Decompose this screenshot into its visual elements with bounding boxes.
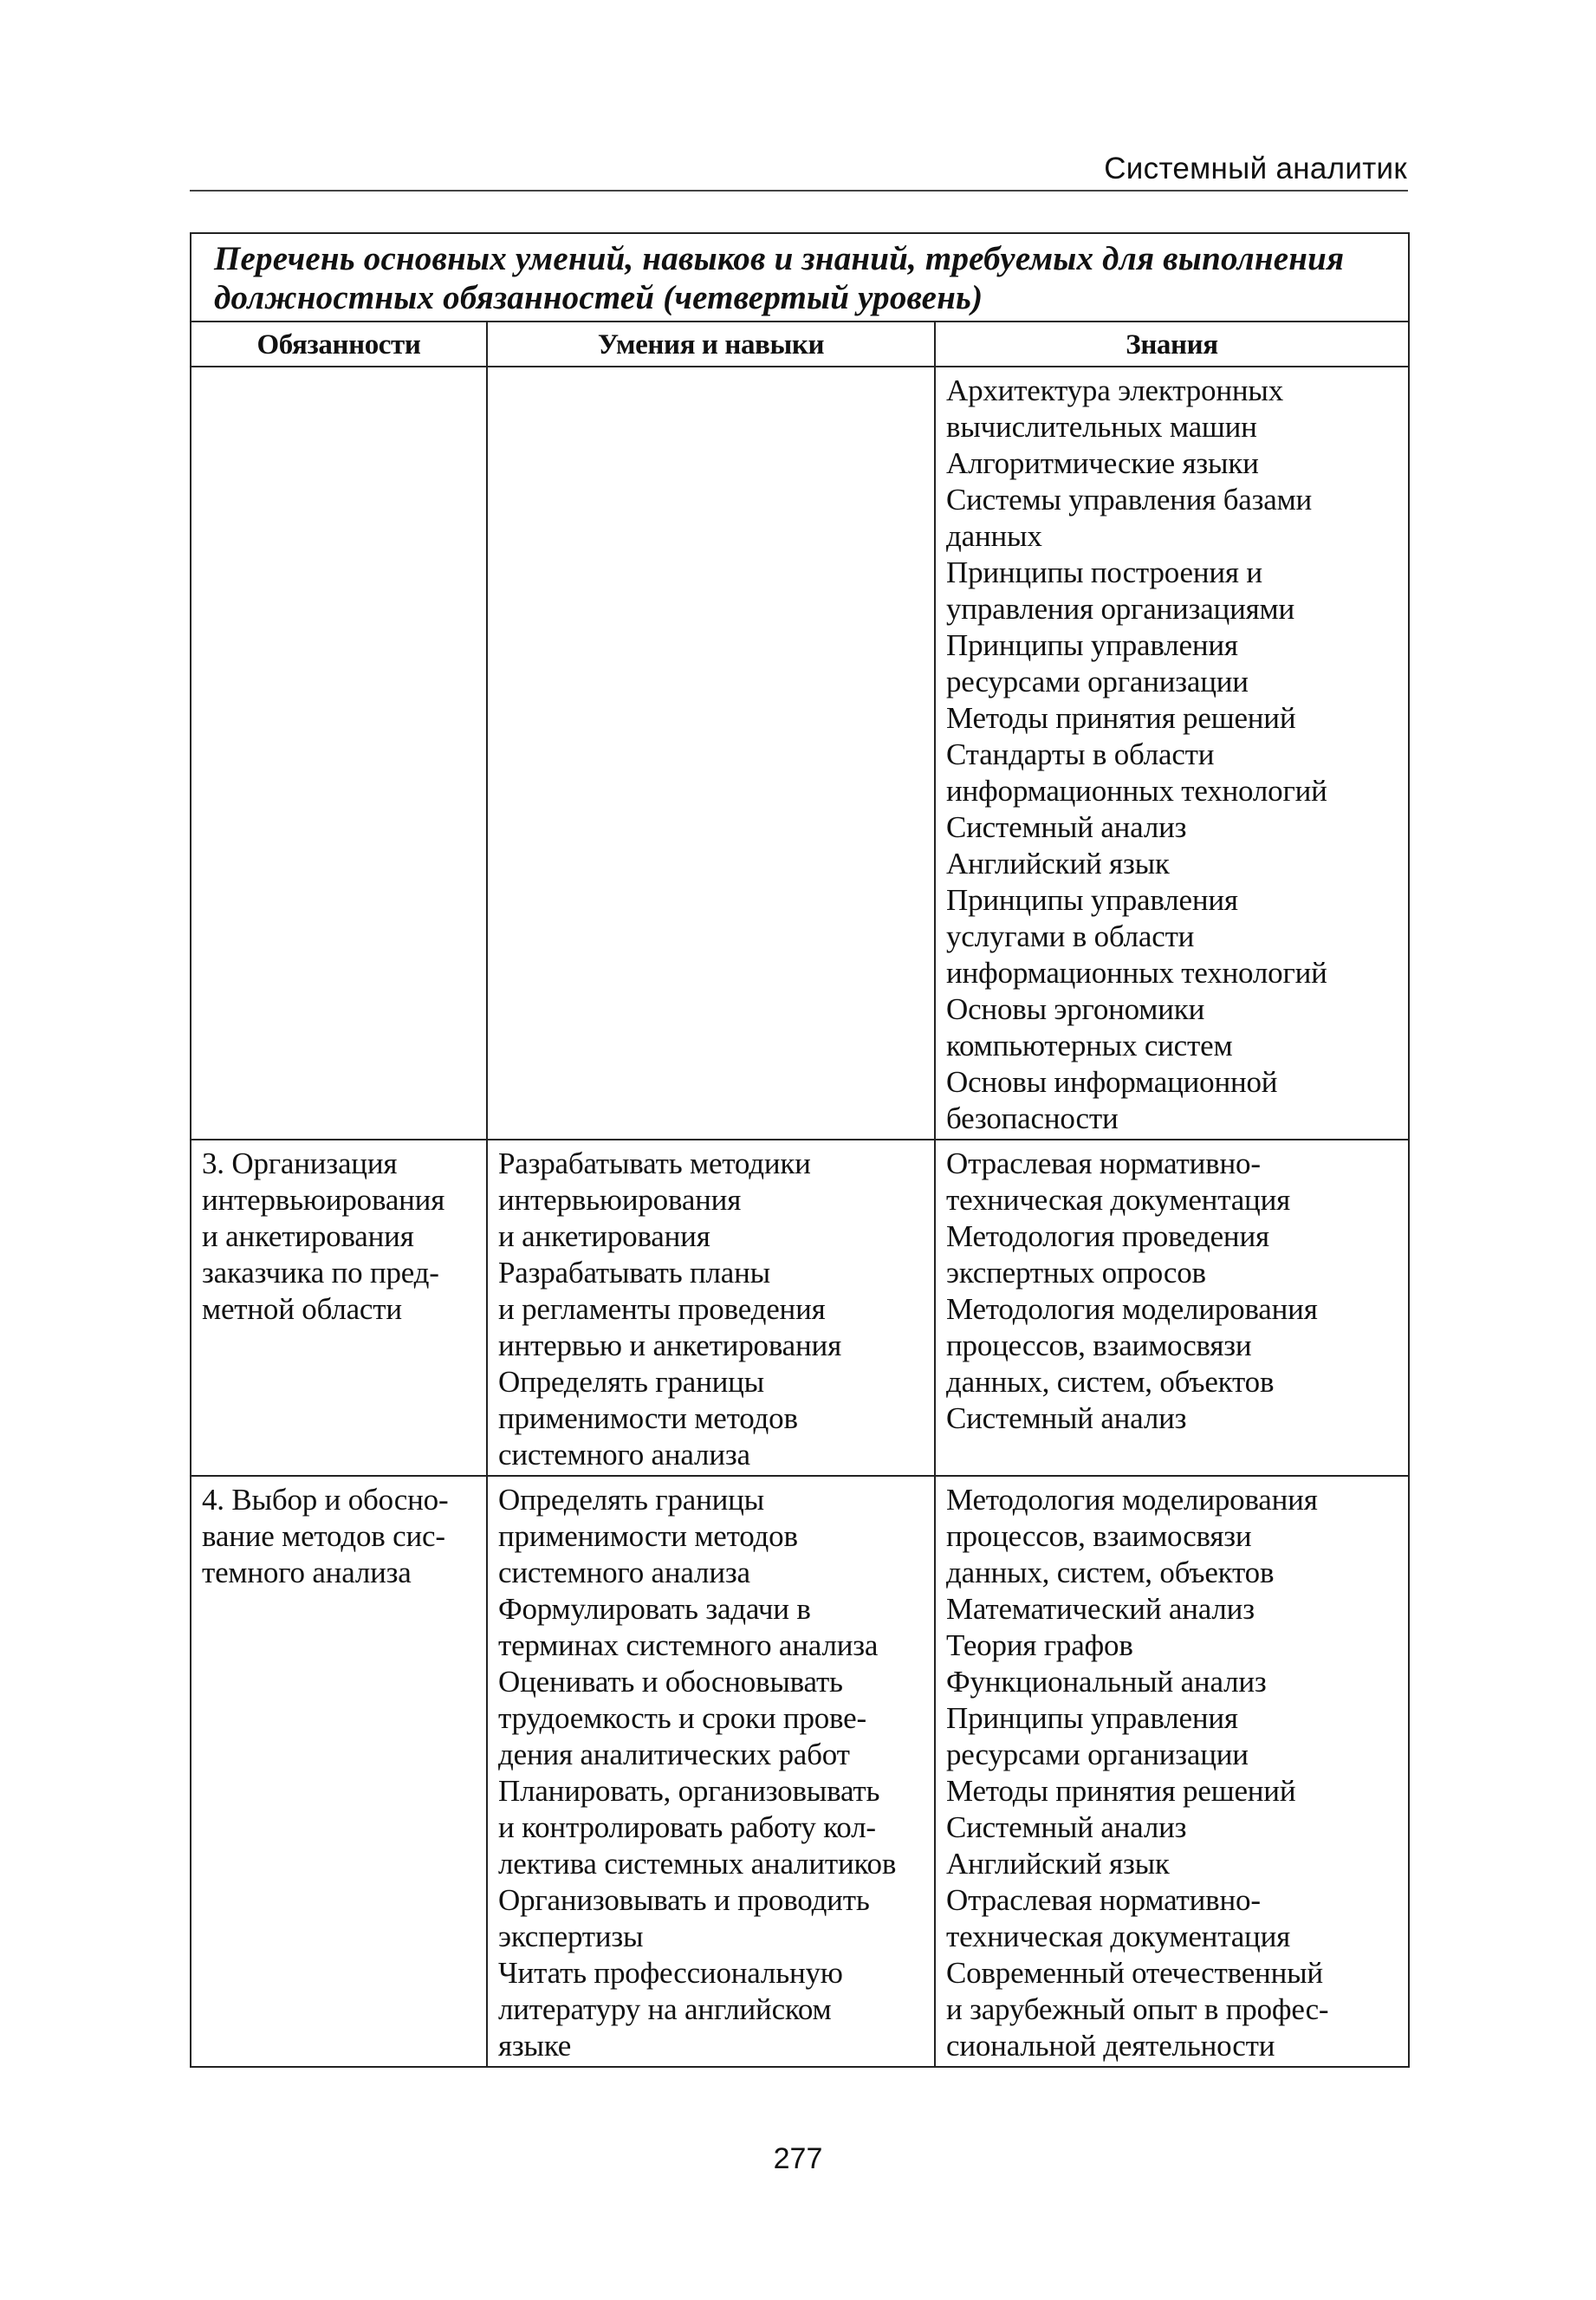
cell-line: данных, систем, объектов — [946, 1556, 1275, 1589]
cell-line: процессов, взаимосвязи — [946, 1329, 1252, 1362]
page-number: 277 — [773, 2142, 823, 2175]
cell-line: Системный анализ — [946, 1401, 1187, 1435]
cell-line: Принципы управления — [946, 628, 1238, 662]
duty-cell — [191, 367, 487, 1140]
cell-line: Английский язык — [946, 1847, 1170, 1881]
skills-cell — [487, 1476, 935, 2067]
table-row — [191, 1476, 1409, 2067]
cell-line: вычислительных машин — [946, 410, 1257, 444]
knowledge-cell — [935, 1476, 1409, 2067]
cell-line: компьютерных систем — [946, 1029, 1233, 1062]
cell-line: Основы информационной — [946, 1065, 1278, 1099]
cell-line: техническая документация — [946, 1920, 1291, 1953]
knowledge-cell — [935, 1140, 1409, 1476]
cell-line: Методология моделирования — [946, 1292, 1318, 1326]
cell-line: Архитектура электронных — [946, 374, 1284, 407]
cell-line: литературу на английском — [498, 1992, 832, 2026]
cell-line: данных, систем, объектов — [946, 1365, 1275, 1399]
cell-line: информационных технологий — [946, 774, 1327, 808]
cell-line: техническая документация — [946, 1183, 1291, 1217]
cell-line: системного анализа — [498, 1438, 750, 1472]
cell-line: 4. Выбор и обосно- — [202, 1483, 449, 1517]
cell-line: вание методов сис- — [202, 1519, 445, 1553]
cell-line: Разрабатывать методики — [498, 1147, 811, 1180]
table-header-row — [191, 322, 1409, 367]
cell-line: Оценивать и обосновывать — [498, 1665, 843, 1699]
cell-line: Системный анализ — [946, 810, 1187, 844]
cell-line: Определять границы — [498, 1483, 764, 1517]
column-header-duties: Обязанности — [191, 322, 487, 367]
table-caption-row — [191, 233, 1409, 322]
column-header-skills: Умения и навыки — [487, 322, 935, 367]
skills-cell — [487, 1140, 935, 1476]
cell-line: системного анализа — [498, 1556, 750, 1589]
cell-line: Организовывать и проводить — [498, 1883, 870, 1917]
cell-line: Функциональный анализ — [946, 1665, 1267, 1699]
skills-cell — [487, 367, 935, 1140]
cell-line: темного анализа — [202, 1556, 412, 1589]
cell-line: трудоемкость и сроки прове- — [498, 1701, 866, 1735]
cell-line: Читать профессиональную — [498, 1956, 843, 1990]
caption-line: Перечень основных умений, навыков и знаний, требуемых для выполнения — [214, 240, 1345, 277]
duty-cell — [191, 1140, 487, 1476]
cell-line: Формулировать задачи в — [498, 1592, 811, 1626]
cell-line: Отраслевая нормативно- — [946, 1147, 1261, 1180]
cell-line: Стандарты в области — [946, 737, 1215, 771]
table-row — [191, 367, 1409, 1140]
cell-line: данных — [946, 519, 1042, 553]
cell-line: применимости методов — [498, 1401, 798, 1435]
cell-line: Теория графов — [946, 1628, 1133, 1662]
cell-line: 3. Организация — [202, 1147, 398, 1180]
cell-line: языке — [498, 2029, 572, 2063]
cell-line: Определять границы — [498, 1365, 764, 1399]
cell-line: и зарубежный опыт в профес- — [946, 1992, 1329, 2026]
cell-line: Методология моделирования — [946, 1483, 1318, 1517]
cell-line: безопасности — [946, 1101, 1119, 1135]
cell-line: и анкетирования — [498, 1219, 710, 1253]
cell-line: и анкетирования — [202, 1219, 414, 1253]
cell-line: Отраслевая нормативно- — [946, 1883, 1261, 1917]
cell-line: Английский язык — [946, 847, 1170, 880]
table-body — [191, 367, 1409, 2067]
cell-line: ресурсами организации — [946, 1738, 1249, 1771]
cell-line: Принципы управления — [946, 883, 1238, 917]
cell-line: Системный анализ — [946, 1810, 1187, 1844]
cell-line: услугами в области — [946, 919, 1195, 953]
cell-line: Основы эргономики — [946, 992, 1205, 1026]
cell-line: сиональной деятельности — [946, 2029, 1275, 2063]
running-title: Системный аналитик — [1104, 152, 1407, 185]
cell-line: заказчика по пред- — [202, 1256, 439, 1290]
cell-line: дения аналитических работ — [498, 1738, 850, 1771]
cell-line: Математический анализ — [946, 1592, 1255, 1626]
knowledge-cell — [935, 367, 1409, 1140]
cell-line: интервьюирования — [202, 1183, 445, 1217]
cell-line: терминах системного анализа — [498, 1628, 879, 1662]
cell-line: Методы принятия решений — [946, 701, 1296, 735]
cell-line: экспертных опросов — [946, 1256, 1206, 1290]
cell-line: Современный отечественный — [946, 1956, 1323, 1990]
cell-line: интервьюирования — [498, 1183, 742, 1217]
cell-line: Методология проведения — [946, 1219, 1269, 1253]
cell-line: и регламенты проведения — [498, 1292, 826, 1326]
header-rule — [190, 190, 1408, 192]
column-header-knowledge: Знания — [935, 322, 1409, 367]
cell-line: экспертизы — [498, 1920, 644, 1953]
cell-line: управления организациями — [946, 592, 1294, 626]
skills-table — [190, 232, 1410, 2068]
cell-line: Принципы построения и — [946, 556, 1262, 589]
cell-line: и контролировать работу кол- — [498, 1810, 876, 1844]
caption-line: должностных обязанностей (четвертый уровень) — [214, 279, 983, 316]
cell-line: лектива системных аналитиков — [498, 1847, 897, 1881]
cell-line: ресурсами организации — [946, 665, 1249, 698]
cell-line: Алгоритмические языки — [946, 446, 1259, 480]
cell-line: Системы управления базами — [946, 483, 1313, 517]
cell-line: информационных технологий — [946, 956, 1327, 990]
cell-line: метной области — [202, 1292, 402, 1326]
cell-line: Методы принятия решений — [946, 1774, 1296, 1808]
cell-line: Планировать, организовывать — [498, 1774, 880, 1808]
cell-line: процессов, взаимосвязи — [946, 1519, 1252, 1553]
table-caption — [191, 233, 1409, 322]
cell-line: Принципы управления — [946, 1701, 1238, 1735]
cell-line: Разрабатывать планы — [498, 1256, 770, 1290]
cell-line: применимости методов — [498, 1519, 798, 1553]
table-row — [191, 1140, 1409, 1476]
cell-line: интервью и анкетирования — [498, 1329, 841, 1362]
duty-cell — [191, 1476, 487, 2067]
